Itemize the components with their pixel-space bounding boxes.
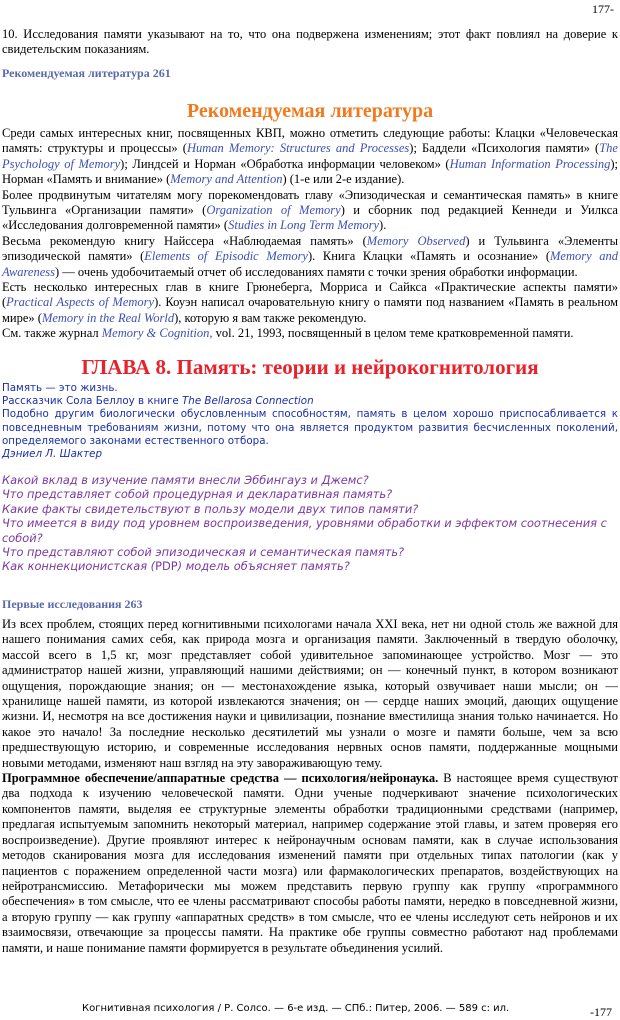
book-title-link[interactable]: Memory and Awareness — [2, 249, 618, 279]
literature-section — [2, 126, 618, 342]
literature-paragraph-2: Более продвинутым читателям могу порекомендовать главу «Эпизодическая и семантическая память» в книге Тульвинга «Организации памяти» (Organization of Memory) и сборник под редакцией Кеннеди и Уилкса «Исследования долговременной памяти» (Studies in Long Term Memory). — [2, 187, 618, 233]
chapter-heading: ГЛАВА 8. Память: теории и нейрокогнитология — [81, 355, 539, 379]
epigraph-line-1: Память — это жизнь. — [2, 382, 118, 394]
book-title-link[interactable]: The Psychology of Memory — [2, 141, 618, 171]
body-paragraph-1: Из всех проблем, стоящих перед когнитивными психологами начала XXI века, нет ни одной столь же важной для нашего понимания самих себя, как природа мозга и организация памяти. Заключенный в твердую оболочку, массой всего в 1,5 кг, мозг представляет собой удивительное запоминающее устройство. Мозг — это администратор нашей жизни, управляющий нашими действиями; он — конечный пункт, в котором возникают ощущения, порождающие знания; он — местонахождение языка, который озвучивает наши мысли; он — хранилище нашей памяти, из которой извлекаются значения; он — сердце наших эмоций, дающих ощущение жизни. И, несмотря на все достижения науки и цивилизации, познание вместилища знания только начинается. Но какое это начало! За последние несколько десятилетий мы узнали о мозге и памяти больше, чем за всю предшествующую историю, и современные исследования нервных основ памяти, поддержанные мощными новыми методами, изменяют наш взгляд на эту завораживающую тему. — [2, 617, 618, 770]
epigraph-attribution-1: Рассказчик Сола Беллоу в книге The Bellarosa Connection — [2, 395, 314, 408]
first-research-link[interactable]: Первые исследования 263 — [2, 597, 143, 611]
journal-title-link[interactable]: Memory & Cognition, — [101, 326, 213, 341]
chapter-questions — [2, 473, 618, 574]
book-title-link[interactable]: Elements of Episodic Memory — [144, 249, 308, 264]
question-item: Что представляет собой процедурная и декларативная память? — [2, 487, 393, 502]
literature-paragraph-3: Весьма рекомендую книгу Найссера «Наблюдаемая память» (Memory Observed) и Тульвинга «Элементы эпизодической памяти» (Elements of Episodic Memory). Книга Клацки «Память и осознание» (Memory and Awareness) — очень удобочитаемый отчет об исследованиях памяти с точки зрения обработки информации. — [2, 233, 619, 279]
question-item: Что имеется в виду под уровнем воспроизведения, уровнями обработки и эффектом соотнесения с собой? — [2, 516, 607, 545]
footer-citation: Когнитивная психология / Р. Солсо. — 6-е изд. — СПб.: Питер, 2006. — 589 с: ил. — [82, 1003, 510, 1014]
question-item: Что представляют собой эпизодическая и семантическая память? — [2, 545, 405, 560]
epigraph-book-title: The Bellarosa Connection — [182, 395, 314, 408]
epigraph — [2, 382, 618, 461]
page-number-top: 177- — [592, 2, 614, 16]
book-title-link[interactable]: Memory Observed — [366, 233, 466, 248]
recommended-literature-heading: Рекомендуемая литература — [186, 100, 434, 122]
question-item: Как коннекционистская (PDP) модель объясняет память? — [2, 559, 350, 574]
book-title-link[interactable]: Human Memory: Structures and Processes — [186, 141, 410, 156]
book-title-link[interactable]: Organization of Memory — [206, 203, 341, 218]
question-item: Какой вклад в изучение памяти внесли Эббингауз и Джемс? — [2, 473, 369, 487]
recommended-literature-link[interactable]: Рекомендуемая литература 261 — [2, 66, 171, 80]
book-title-link[interactable]: Human Information Processing — [449, 156, 611, 171]
book-title-link[interactable]: Practical Aspects of Memory — [6, 295, 155, 310]
body-text — [2, 617, 618, 956]
book-title-link[interactable]: Memory and Attention — [170, 172, 283, 187]
body-paragraph-2-lead: Программное обеспечение/аппаратные средства — психология/нейронаука. — [2, 771, 439, 786]
question-item: Какие факты свидетельствуют в пользу модели двух типов памяти? — [2, 501, 419, 516]
literature-paragraph-1: Среди самых интересных книг, посвященных КВП, можно отметить следующие работы: Клацки «Человеческая память: структуры и процессы» (Human Memory: Structures and Processes); Баддели «Психология памяти» (The Psychology of Memory); Линдсей и Норман «Обработка информации человеком» (Human Information Processing); Норман «Память и внимание» (Memory and Attention) (1-е или 2-е издание). — [2, 126, 618, 187]
book-title-link[interactable]: Studies in Long Term Memory — [228, 218, 380, 233]
page-number-bottom: -177 — [590, 1005, 612, 1019]
literature-paragraph-4: Есть несколько интересных глав в книге Грюнеберга, Морриса и Сайкса «Практические аспекты памяти» (Practical Aspects of Memory). Коуэн написал очаровательную книгу о памяти под названием «Память в реальном мире» (Memory in the Real World), которую я вам также рекомендую. — [2, 280, 618, 325]
literature-paragraph-5: См. также журнал Memory & Cognition, vol. 21, 1993, посвященный в целом теме кратковременной памяти. — [2, 326, 574, 341]
book-title-link[interactable]: Memory in the Real World — [41, 310, 175, 325]
epigraph-attribution-2: Дэниел Л. Шактер — [2, 448, 103, 461]
epigraph-quote-2: Подобно другим биологически обусловленным способностям, память в целом хорошо приспосабливается к повседневным требованиям жизни, потому что она является продуктом развития бесчисленных поколений, определяемого законами естественного отбора. — [2, 408, 618, 447]
intro-note: 10. Исследования памяти указывают на то, что она подвержена изменениям; этот факт повлиял на доверие к свидетельским показаниям. — [2, 27, 618, 57]
body-paragraph-2: Программное обеспечение/аппаратные средства — психология/нейронаука. В настоящее время существуют два подхода к изучению человеческой памяти. Одни ученые подчеркивают значение психологических компонентов памяти, выделяя ее структурные элементы обработки традиционными средствами (например, предлагая испытуемым запомнить некоторый материал, например содержание этой главы, и затем проверяя его воспроизведение). Другие проявляют интерес к нейронаучным основам памяти, как в случае использования методов сканирования мозга для исследования изменений памяти при отдельных типах патологии (как у пациентов с поражением определенной части мозга) или фармакологических препаратов, воздействующих на нейротрансмиссию. Метафорически мы можем представить первую группу как группу «программного обеспечения» в том смысле, что ее члены рассматривают способы работы памяти, нередко в повседневной жизни, а вторую группу — как группу «аппаратных средств» в том смысле, что ее члены исследуют сеть нейронов и их взаимосвязи, отвечающие за процессы памяти. На практике обе группы совместно работают над проблемами памяти, и наше понимание памяти формируется в результате объединения усилий. — [2, 771, 618, 955]
